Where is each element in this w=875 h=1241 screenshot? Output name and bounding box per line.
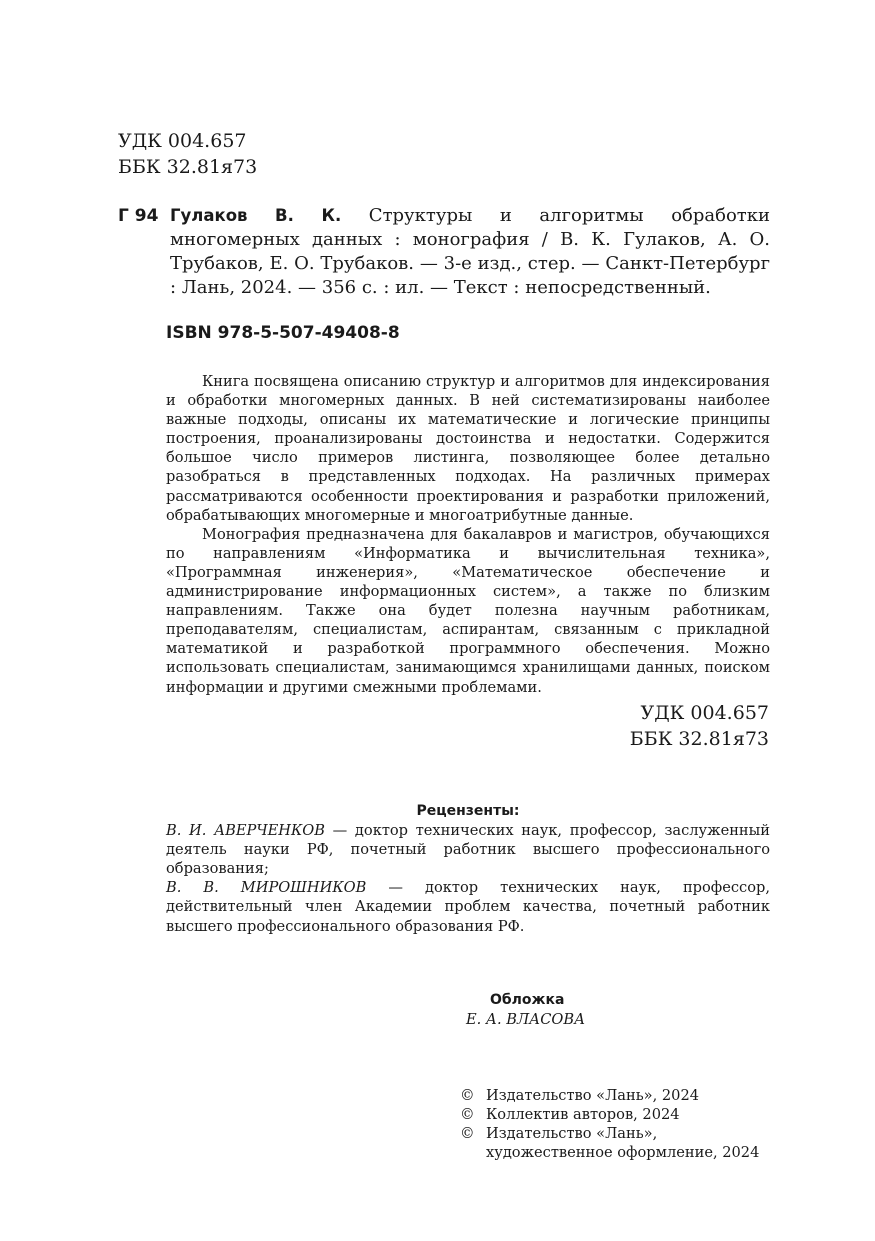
udk-top-block [118,128,257,180]
bbk-code: ББК 32.81я73 [118,156,258,178]
reviewer-description: — доктор технических наук, профессор, заслуженный деятель науки РФ, почетный работник высшего профессионального образования; [166,822,770,878]
copyright-line [460,1124,759,1143]
copyright-text: Издательство «Лань», [486,1125,658,1142]
copyright-line [460,1105,759,1124]
cover-designer-name: Е. А. ВЛАСОВА [466,1011,586,1028]
reviewer-description: — доктор технических наук, профессор, действительный член Академии проблем качества, почетный работник высшего профессионального образования РФ. [166,879,770,935]
udk-bottom-block [630,700,769,752]
abstract-paragraph: Книга посвящена описанию структур и алгоритмов для индексирования и обработки многомерных данных. В ней систематизированы наиболее важные подходы, описаны их математические и логические принципы построения, проанализированы достоинства и недостатки. Содержится большое число примеров листинга, позволяющее более детально разобраться в представленных подходах. На различных примерах рассматриваются особенности проектирования и разработки приложений, обрабатывающих многомерные и многоатрибутные данные. [166,373,770,524]
copyright-continuation: художественное оформление, 2024 [486,1144,760,1161]
bibliographic-entry [118,204,770,300]
copyright-text: Издательство «Лань», 2024 [486,1087,700,1104]
author-name: Гулаков В. К. [170,206,342,225]
cover-heading: Обложка [490,992,565,1008]
copyright-icon: © [460,1106,475,1123]
reviewer-name: В. В. МИРОШНИКОВ [166,879,367,897]
udk-code: УДК 004.657 [640,702,769,724]
copyright-icon: © [460,1087,475,1104]
abstract-paragraph: Монография предназначена для бакалавров и магистров, обучающихся по направлениям «Информатика и вычислительная техника», «Программная инженерия», «Математическое обеспечение и администрирование информационных систем», а также по близким направлениям. Также она будет полезна научным работникам, преподавателям, специалистам, аспирантам, связанным с прикладной математикой и разработкой программного обеспечения. Можно использовать специалистам, занимающимся хранилищами данных, поиском информации и другими смежными проблемами. [166,525,770,696]
reviewer-item [166,878,770,935]
reviewers-section [166,802,770,936]
copyright-line [460,1086,759,1105]
copyright-block [460,1086,759,1162]
udk-code: УДК 004.657 [118,130,247,152]
author-sign: Г 94 [118,206,159,226]
bbk-code: ББК 32.81я73 [629,728,769,750]
copyright-icon: © [460,1125,475,1142]
bibliographic-description [170,204,770,300]
reviewer-name: В. И. АВЕРЧЕНКОВ [166,822,325,840]
reviewers-heading: Рецензенты: [416,803,520,819]
cover-credit [466,991,585,1029]
abstract [166,372,770,697]
isbn: ISBN 978-5-507-49408-8 [166,323,400,343]
description-text: Структуры и алгоритмы обработки многомерных данных : монография / В. К. Гулаков, А. О. Трубаков, Е. О. Трубаков. — 3-е изд., стер. — Санкт-Петербург : Лань, 2024. — 356 с. : ил. — Текст : непосредственный. [170,205,770,298]
reviewer-item [166,821,770,878]
copyright-text: Коллектив авторов, 2024 [486,1106,680,1123]
